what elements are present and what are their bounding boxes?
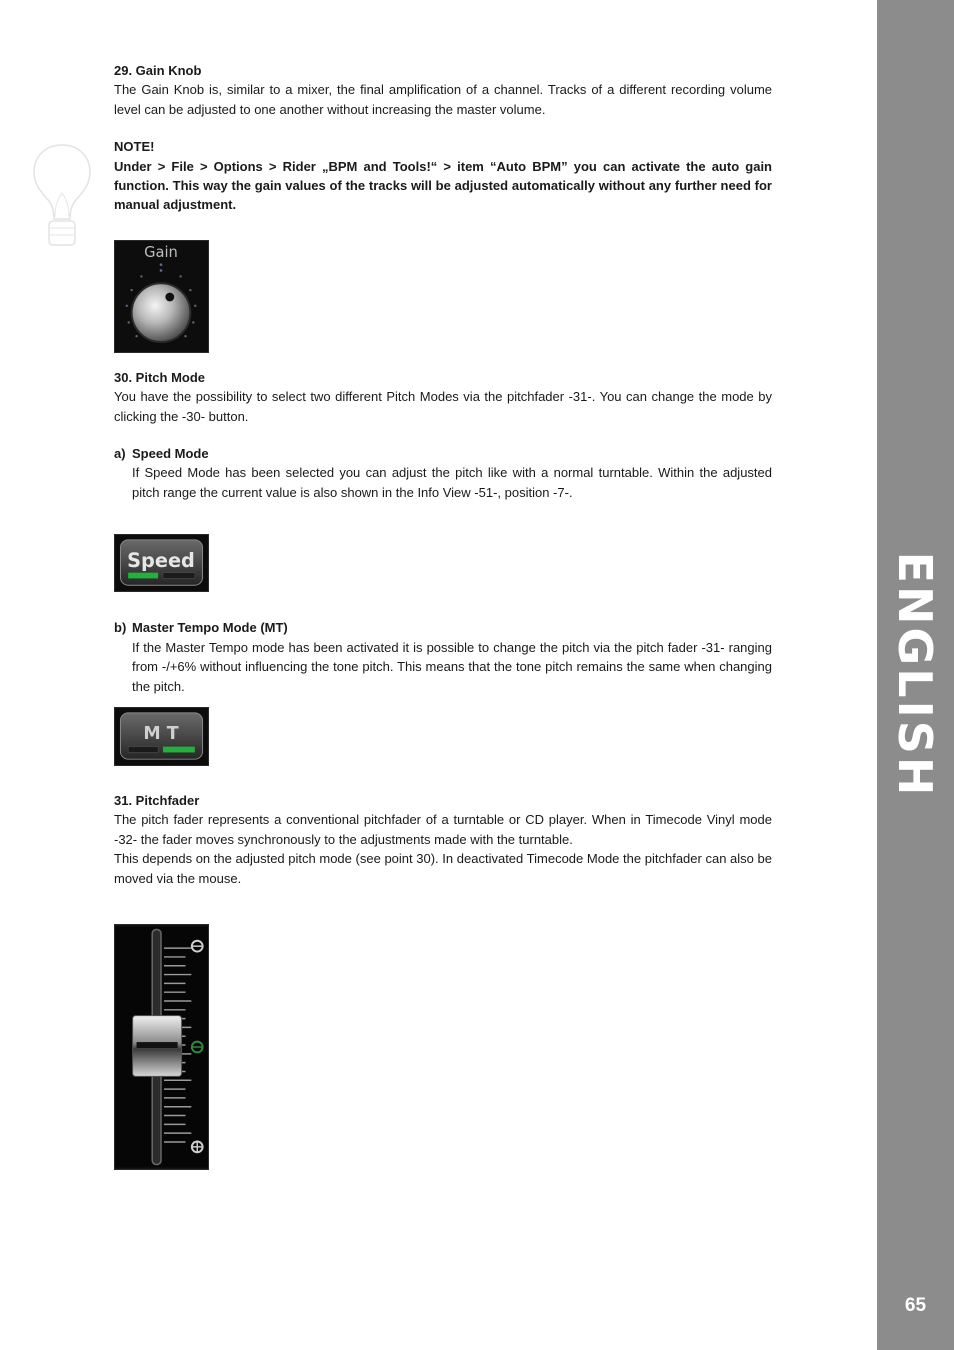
speed-button-image — [114, 534, 209, 592]
gain-heading: 29. Gain Knob — [114, 63, 202, 78]
gain-knob-label: Gain — [144, 243, 178, 261]
note-body: Under > File > Options > Rider „BPM and Tools!“ > item “Auto BPM” you can activate the auto gain function. This way the gain values of the tracks will be adjusted automatically without any further need for manual adjustment. — [114, 158, 772, 213]
speed-mode-title: Speed Mode — [132, 446, 209, 462]
master-tempo-body: If the Master Tempo mode has been activated it is possible to change the pitch via the pitch fader -31- ranging from -/+6% without influencing the tone pitch. This means that the tone pitch remains the same when changing the pitch. — [132, 639, 772, 694]
speed-mode-block — [114, 444, 772, 502]
pitchfader-body-1: The pitch fader represents a conventional pitchfader of a turntable or CD player. When in Timecode Vinyl mode -32- the fader moves synchronously to the adjustments made with the turntable. — [114, 812, 772, 847]
pitchfader-body-2: This depends on the adjusted pitch mode (see point 30). In deactivated Timecode Mode the pitchfader can also be moved via the mouse. — [114, 851, 772, 886]
pitchfader-image — [114, 924, 209, 1170]
master-tempo-block — [114, 618, 772, 696]
main-content — [114, 61, 772, 1170]
pitch-mode-heading: 30. Pitch Mode — [114, 369, 206, 385]
speed-button-label: Speed — [127, 549, 195, 573]
master-tempo-button-image — [114, 707, 209, 766]
note-title: NOTE! — [114, 139, 155, 155]
gain-knob-image — [114, 240, 209, 353]
master-tempo-marker: b) — [114, 620, 127, 636]
page-number: 65 — [904, 1295, 927, 1316]
language-label: ENGLISH — [888, 551, 942, 799]
speed-mode-marker: a) — [114, 446, 126, 462]
pitchfader-heading: 31. Pitchfader — [114, 792, 200, 808]
speed-mode-body: If Speed Mode has been selected you can adjust the pitch like with a normal turntable. Within the adjusted pitch range the current value is also shown in the Info View -51-, position -7-. — [132, 465, 772, 500]
pitch-mode-body: You have the possibility to select two different Pitch Modes via the pitchfader -31-. You can change the mode by clicking the -30- button. — [114, 389, 772, 424]
lightbulb-icon — [31, 143, 93, 251]
master-tempo-title: Master Tempo Mode (MT) — [132, 620, 288, 636]
master-tempo-button-label: M T — [143, 723, 179, 744]
gain-body: The Gain Knob is, similar to a mixer, the final amplification of a channel. Tracks of a different recording volume level can be adjusted to one another without increasing the master volume. — [114, 82, 772, 117]
